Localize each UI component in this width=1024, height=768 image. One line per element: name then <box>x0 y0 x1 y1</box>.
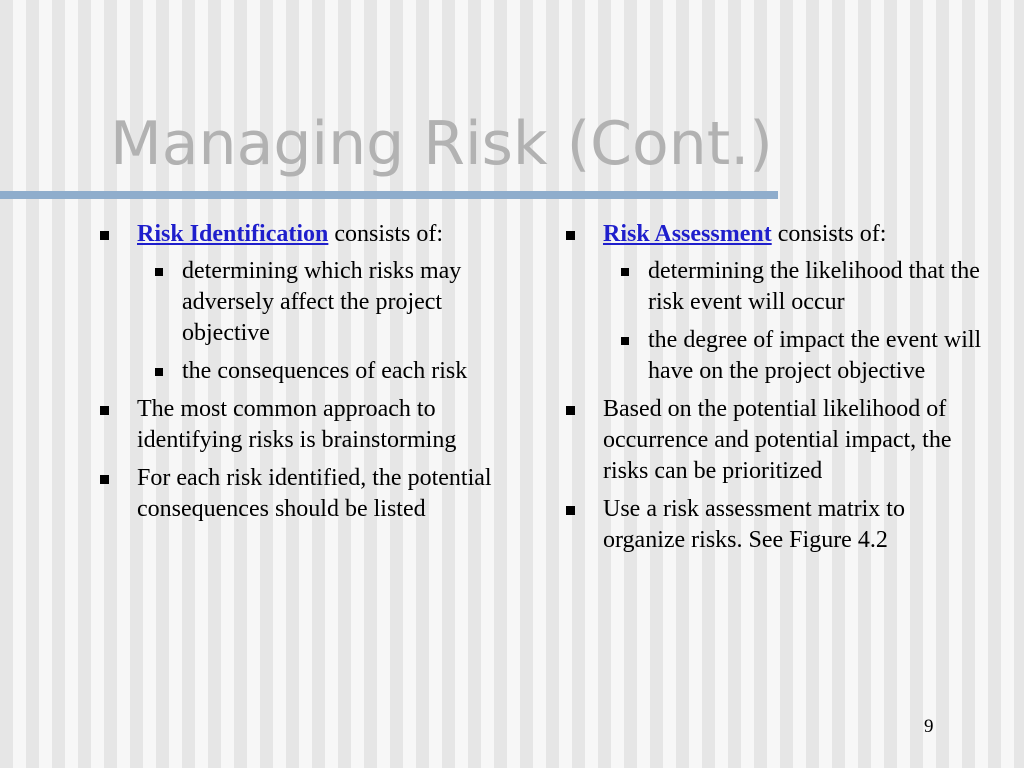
right-bullet-list <box>564 219 992 556</box>
bullet-text: consists of: <box>771 221 887 247</box>
bullet-risk-identification <box>98 219 523 387</box>
left-bullet-list <box>98 219 523 525</box>
sub-bullet: determining which risks may adversely affect the project objective <box>137 256 523 349</box>
sub-bullet: determining the likelihood that the risk event will occur <box>603 256 992 318</box>
sub-bullet-list <box>137 256 523 387</box>
left-column <box>98 219 523 532</box>
sub-bullet: the degree of impact the event will have on the project objective <box>603 325 992 387</box>
bullet-risk-matrix: Use a risk assessment matrix to organize risks. See Figure 4.2 <box>564 494 992 556</box>
bullet-text: consists of: <box>328 221 444 247</box>
risk-identification-link[interactable]: Risk Identification <box>137 221 329 247</box>
page-number: 9 <box>924 716 934 737</box>
sub-bullet-list <box>603 256 992 387</box>
sub-bullet: the consequences of each risk <box>137 356 523 387</box>
slide-title: Managing Risk (Cont.) <box>110 109 773 179</box>
right-column <box>564 219 992 563</box>
bullet-consequences-listed: For each risk identified, the potential consequences should be listed <box>98 463 523 525</box>
bullet-brainstorming: The most common approach to identifying risks is brainstorming <box>98 394 523 456</box>
bullet-risk-assessment <box>564 219 992 387</box>
title-divider <box>0 191 778 199</box>
risk-assessment-link[interactable]: Risk Assessment <box>603 221 772 247</box>
bullet-prioritized: Based on the potential likelihood of occurrence and potential impact, the risks can be prioritized <box>564 394 992 487</box>
